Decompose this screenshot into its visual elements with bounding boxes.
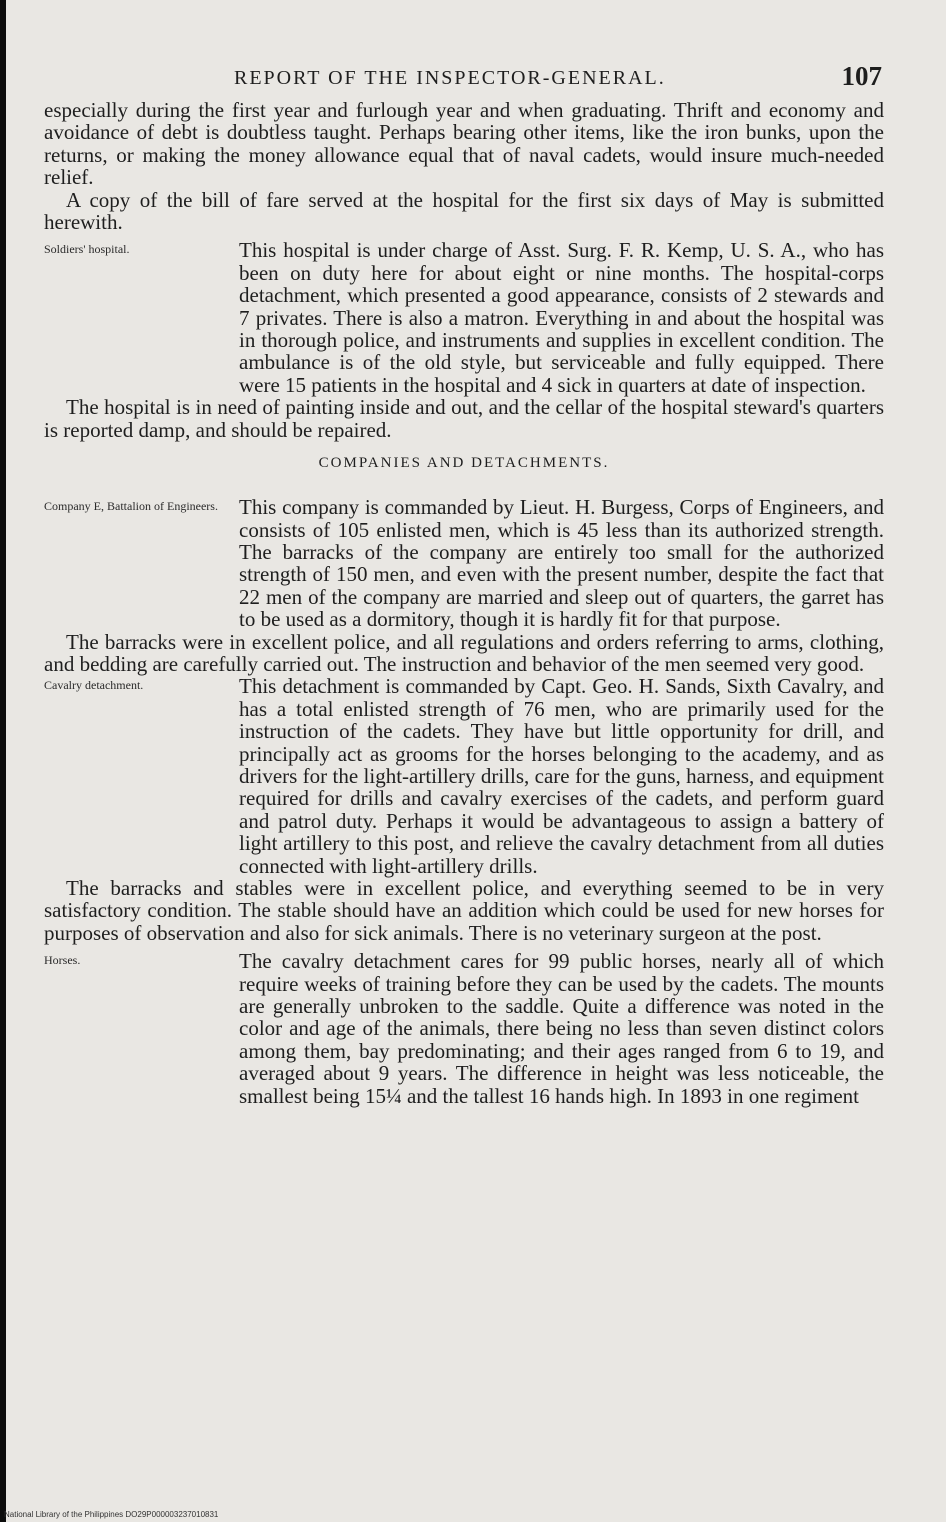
- paragraph-soldiers-hospital-text: This hospital is under charge of Asst. Surg. F. R. Kemp, U. S. A., who has been on duty here for about eight or nine months. The hospital-corps detachment, which presented a good appearance, consists of 2 stewards and 7 privates. There is also a matron. Everything in and about the hospital was in thorough police, and instruments and supplies in excellent condition. The ambulance is of the old style, but serviceable and fully equipped. There were 15 patients in the hospital and 4 sick in quarters at date of inspection.: [239, 238, 884, 397]
- paragraph-company-e-text: This company is commanded by Lieut. H. Burgess, Corps of Engineers, and consists of 105 enlisted men, which is 45 less than its authorized strength. The barracks of the company are entirely too small for the authorized strength of 150 men, and even with the present number, despite the fact that 22 men of the company are married and sleep out of quarters, the garret has to be used as a dormitory, though it is hardly fit for that purpose.: [239, 495, 884, 632]
- margin-note-horses: Horses.: [44, 953, 81, 968]
- book-binding-edge: [0, 0, 6, 1522]
- paragraph-bill-of-fare: A copy of the bill of fare served at the hospital for the first six days of May is submitted herewith.: [44, 187, 884, 235]
- page-number: 107: [841, 61, 882, 91]
- margin-note-company-e: Company E, Battalion of Engineers.: [44, 499, 218, 514]
- paragraph-soldiers-hospital: [44, 239, 884, 396]
- paragraph-horses-text: The cavalry detachment cares for 99 public horses, nearly all of which require weeks of training before they can be used by the cadets. The mounts are generally unbroken to the saddle. Quite a difference was noted in the color and age of the animals, there being no less than seven distinct colors among them, bay predominating; and their ages ranged from 6 to 19, and averaged about 9 years. The difference in height was less noticeable, the smallest being 15¼ and the tallest 16 hands high. In 1893 in one regiment: [239, 949, 884, 1108]
- paragraph-horses: [44, 950, 884, 1107]
- margin-note-cavalry-detachment: Cavalry detachment.: [44, 678, 144, 693]
- paragraph-company-e: [44, 496, 884, 630]
- paragraph-barracks-police: The barracks were in excellent police, and all regulations and orders referring to arms, clothing, and bedding are carefully carried out. The instruction and behavior of the men seemed very good.: [44, 629, 884, 676]
- paragraph-hospital-repairs: The hospital is in need of painting inside and out, and the cellar of the hospital steward's quarters is reported damp, and should be repaired.: [44, 395, 884, 442]
- paragraph-cavalry-detachment-text: This detachment is commanded by Capt. Geo. H. Sands, Sixth Cavalry, and has a total enlisted strength of 76 men, who are primarily used for the instruction of the cadets. They have but little opportunity for drill, and principally act as grooms for the horses belonging to the academy, and as drivers for the light-artillery drills, care for the guns, harness, and equipment required for drills and cavalry exercises of the cadets, and perform guard and patrol duty. Perhaps it would be advantageous to assign a battery of light artillery to this post, and relieve the cavalry detachment from all duties connected with light-artillery drills.: [239, 674, 884, 878]
- paragraph-cavalry-detachment: [44, 675, 884, 877]
- paragraph-graduating-relief: especially during the first year and furlough year and when graduating. Thrift and economy and avoidance of debt is doubtless taught. Perhaps bearing other items, like the iron bunks, upon the returns, or making the money allowance equal that of naval cadets, would insure much-needed relief.: [44, 98, 884, 190]
- paragraph-stables: The barracks and stables were in excellent police, and everything seemed to be in very satisfactory condition. The stable should have an addition which could be used for new horses for purposes of observation and also for sick animals. There is no veterinary surgeon at the post.: [44, 876, 884, 945]
- document-page: [44, 55, 884, 1107]
- scan-credit-footer: National Library of the Philippines DO29P000003237010831: [4, 1510, 219, 1519]
- running-head: REPORT OF THE INSPECTOR-GENERAL.: [234, 67, 666, 89]
- margin-note-soldiers-hospital: Soldiers' hospital.: [44, 242, 130, 257]
- page-header: [44, 55, 884, 99]
- section-title-companies: COMPANIES AND DETACHMENTS.: [318, 455, 610, 472]
